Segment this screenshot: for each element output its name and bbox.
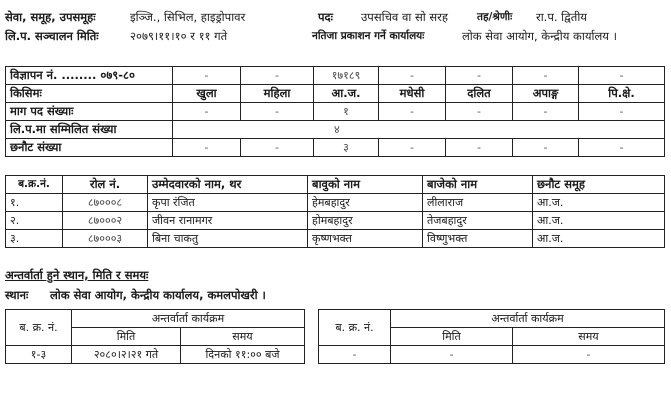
selection-group: आ.ज.	[533, 230, 665, 248]
grandfather-name: विष्णुभक्त	[423, 230, 533, 248]
type-open: खुला	[173, 85, 241, 103]
father-name: होमबहादुर	[308, 212, 423, 230]
candidates-header-row	[6, 176, 665, 194]
row-label: विज्ञापन नं. ........ ०७९-८०	[6, 67, 173, 85]
cell-indigenous: १७१८९	[314, 67, 379, 85]
interview-time: -	[513, 346, 665, 364]
cell: -	[446, 139, 513, 157]
col-date: मिति	[391, 328, 513, 346]
candidate-name: बिना चाकतु	[148, 230, 308, 248]
cell-open: -	[173, 67, 241, 85]
cell-disabled: -	[513, 67, 579, 85]
serial: १.	[6, 194, 63, 212]
grandfather-name: लीलाराज	[423, 194, 533, 212]
type-indigenous: आ.ज.	[314, 85, 379, 103]
cell: -	[513, 103, 579, 121]
cell: -	[241, 103, 314, 121]
quota-row-demand	[6, 103, 665, 121]
cell-dalit: -	[446, 67, 513, 85]
col-interview-program: अन्तर्वार्ता कार्यक्रम	[391, 310, 665, 328]
interview-date: २०८०।२।२१ गते	[72, 346, 181, 364]
table-row	[6, 194, 665, 212]
service-label: सेवा, समूह, उपसमूहः	[5, 10, 96, 24]
table-row	[6, 212, 665, 230]
cell: -	[379, 139, 446, 157]
col-father-name: बावुको नाम	[308, 176, 423, 194]
publisher-value: लोक सेवा आयोग, केन्द्रीय कार्यालय ।	[462, 29, 617, 43]
type-dalit: दलित	[446, 85, 513, 103]
candidate-name: जीवन रानामगर	[148, 212, 308, 230]
quota-table	[5, 66, 665, 157]
cell: -	[173, 139, 241, 157]
type-madhesi: मधेसी	[379, 85, 446, 103]
grandfather-name: तेजबहादुर	[423, 212, 533, 230]
level-value: रा.प. द्वितीय	[536, 10, 587, 24]
post-label: पदः	[318, 10, 333, 24]
serial: ३.	[6, 230, 63, 248]
row-label: किसिमः	[6, 85, 173, 103]
cell: -	[513, 139, 579, 157]
interview-time: दिनको ११:०० बजे	[181, 346, 305, 364]
type-disabled: अपाङ्ग	[513, 85, 579, 103]
cell: -	[379, 103, 446, 121]
exam-date-value: २०७९।११।१० र ११ गते	[130, 29, 228, 43]
cell: -	[579, 139, 665, 157]
interview-heading: अन्तर्वार्ता हुने स्थान, मिति र समयः	[5, 268, 149, 282]
candidate-name: कृपा रंजित	[148, 194, 308, 212]
col-serial: ब.क्र.नं.	[6, 176, 63, 194]
col-roll: रोल नं.	[63, 176, 148, 194]
serial-range: -	[319, 346, 391, 364]
publisher-label: नतिजा प्रकाशन गर्ने कार्यालयः	[312, 30, 425, 42]
serial: २.	[6, 212, 63, 230]
roll-number: ८७०००८	[63, 194, 148, 212]
row-label: माग पद संख्याः	[6, 103, 173, 121]
cell: ३	[314, 139, 379, 157]
type-backward-region: पि.क्षे.	[579, 85, 665, 103]
interview-table-right	[318, 309, 665, 364]
table-row	[319, 346, 665, 364]
attended-count: ४	[173, 121, 665, 139]
interview-table-left	[5, 309, 305, 364]
quota-row-selected	[6, 139, 665, 157]
type-women: महिला	[241, 85, 314, 103]
cell-backward-region: -	[579, 67, 665, 85]
selection-group: आ.ज.	[533, 212, 665, 230]
col-candidate-name: उम्मेदवारको नाम, थर	[148, 176, 308, 194]
service-value: इञ्जि., सिभिल, हाइड्रोपावर	[130, 10, 246, 24]
col-grandfather-name: बाजेको नाम	[423, 176, 533, 194]
col-time: समय	[181, 328, 305, 346]
quota-row-type	[6, 85, 665, 103]
roll-number: ८७०००३	[63, 230, 148, 248]
table-row	[6, 230, 665, 248]
col-interview-program: अन्तर्वार्ता कार्यक्रम	[72, 310, 305, 328]
cell: -	[241, 139, 314, 157]
selection-group: आ.ज.	[533, 194, 665, 212]
serial-range: १-३	[6, 346, 72, 364]
col-date: मिति	[72, 328, 181, 346]
col-time: समय	[513, 328, 665, 346]
cell-madhesi: -	[379, 67, 446, 85]
venue-label: स्थानः	[5, 288, 29, 302]
cell: -	[446, 103, 513, 121]
father-name: हेमबहादुर	[308, 194, 423, 212]
row-label: छनौट संख्या	[6, 139, 173, 157]
row-label: लि.प.मा सम्मिलित संख्या	[6, 121, 173, 139]
father-name: कृष्णभक्त	[308, 230, 423, 248]
table-row	[6, 346, 305, 364]
cell-women: -	[241, 67, 314, 85]
col-serial: ब. क्र. नं.	[6, 310, 72, 346]
col-selection-group: छनौट समूह	[533, 176, 665, 194]
candidates-table	[5, 175, 665, 248]
level-label: तह/श्रेणीः	[477, 11, 513, 23]
col-serial: ब. क्र. नं.	[319, 310, 391, 346]
post-value: उपसचिव वा सो सरह	[361, 10, 448, 24]
exam-date-label: लि.प. सञ्चालन मितिः	[5, 29, 99, 43]
cell: १	[314, 103, 379, 121]
roll-number: ८७०००२	[63, 212, 148, 230]
cell: -	[173, 103, 241, 121]
venue-value: लोक सेवा आयोग, केन्द्रीय कार्यालय, कमलपोखरी ।	[50, 288, 266, 302]
interview-date: -	[391, 346, 513, 364]
quota-row-advertisement	[6, 67, 665, 85]
quota-row-attended	[6, 121, 665, 139]
cell: -	[579, 103, 665, 121]
